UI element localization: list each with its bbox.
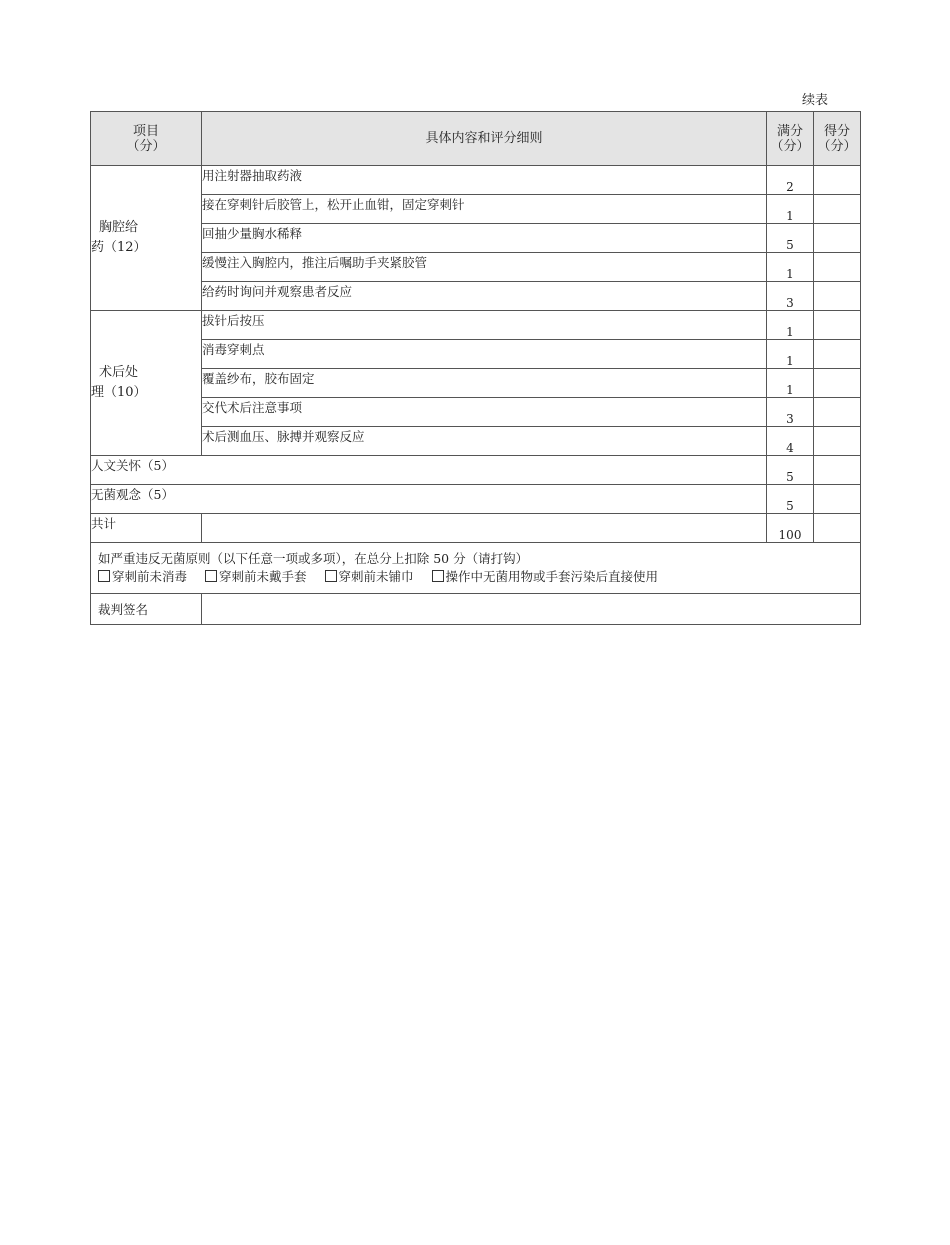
full-score-cell: 4	[767, 427, 814, 456]
checkbox[interactable]	[205, 570, 217, 582]
full-score-cell: 1	[767, 369, 814, 398]
total-label: 共计	[91, 514, 202, 543]
table-row	[91, 195, 861, 224]
category-label-line1: 术后处	[99, 365, 139, 380]
header-item-unit: （分）	[126, 138, 166, 154]
option-label: 穿刺前未铺巾	[338, 569, 414, 584]
header-full-label: 满分	[776, 123, 803, 139]
violation-option-no-disinfection[interactable]	[98, 569, 187, 584]
full-score-cell: 3	[767, 398, 814, 427]
total-full-score: 100	[767, 514, 814, 543]
table-row	[91, 340, 861, 369]
content-cell: 拔针后按压	[202, 311, 767, 340]
header-full	[767, 112, 814, 166]
aseptic-violation-cell	[91, 543, 861, 594]
option-label: 穿刺前未消毒	[112, 569, 188, 584]
score-input-cell[interactable]	[814, 195, 861, 224]
header-score	[814, 112, 861, 166]
checkbox[interactable]	[432, 570, 444, 582]
violation-option-no-drape[interactable]	[325, 569, 414, 584]
score-input-cell[interactable]	[814, 224, 861, 253]
table-row	[91, 224, 861, 253]
full-score-cell: 5	[767, 485, 814, 514]
option-label: 操作中无菌用物或手套污染后直接使用	[445, 569, 659, 584]
continued-label: 续表	[802, 93, 829, 108]
humanistic-care-label: 人文关怀（5）	[91, 456, 767, 485]
category-cell-injection	[91, 166, 202, 311]
table-row	[91, 398, 861, 427]
content-cell: 缓慢注入胸腔内，推注后嘱助手夹紧胶管	[202, 253, 767, 282]
content-cell: 给药时询问并观察患者反应	[202, 282, 767, 311]
total-content-cell	[202, 514, 767, 543]
category-label-line1: 胸腔给	[99, 220, 139, 235]
table-row	[91, 485, 861, 514]
table-row	[91, 456, 861, 485]
full-score-cell: 5	[767, 456, 814, 485]
content-cell: 用注射器抽取药液	[202, 166, 767, 195]
table-row	[91, 311, 861, 340]
aseptic-concept-label: 无菌观念（5）	[91, 485, 767, 514]
full-score-cell: 1	[767, 311, 814, 340]
full-score-cell: 1	[767, 340, 814, 369]
content-cell: 覆盖纱布，胶布固定	[202, 369, 767, 398]
header-content: 具体内容和评分细则	[202, 112, 767, 166]
content-cell: 术后测血压、脉搏并观察反应	[202, 427, 767, 456]
score-input-cell[interactable]	[814, 253, 861, 282]
score-input-cell[interactable]	[814, 166, 861, 195]
content-cell: 回抽少量胸水稀释	[202, 224, 767, 253]
table-row	[91, 253, 861, 282]
header-score-label: 得分	[823, 123, 850, 139]
score-input-cell[interactable]	[814, 369, 861, 398]
checkbox[interactable]	[325, 570, 337, 582]
content-cell: 消毒穿刺点	[202, 340, 767, 369]
violation-option-contamination[interactable]	[432, 569, 659, 584]
aseptic-violation-row	[91, 543, 861, 594]
table-row	[91, 369, 861, 398]
violation-option-no-gloves[interactable]	[205, 569, 307, 584]
option-label: 穿刺前未戴手套	[219, 569, 307, 584]
score-input-cell[interactable]	[814, 427, 861, 456]
score-input-cell[interactable]	[814, 282, 861, 311]
total-score-input-cell[interactable]	[814, 514, 861, 543]
full-score-cell: 1	[767, 253, 814, 282]
total-row	[91, 514, 861, 543]
full-score-cell: 3	[767, 282, 814, 311]
signature-field[interactable]	[202, 594, 861, 625]
score-input-cell[interactable]	[814, 311, 861, 340]
category-label-line2: 药（12）	[91, 240, 147, 255]
score-input-cell[interactable]	[814, 485, 861, 514]
category-label-line2: 理（10）	[91, 385, 147, 400]
table-row	[91, 282, 861, 311]
content-cell: 接在穿刺针后胶管上，松开止血钳，固定穿刺针	[202, 195, 767, 224]
header-full-unit: （分）	[770, 138, 810, 154]
violation-rule-text: 如严重违反无菌原则（以下任意一项或多项），在总分上扣除 50 分（请打钩）	[98, 551, 529, 566]
score-input-cell[interactable]	[814, 456, 861, 485]
signature-row	[91, 594, 861, 625]
category-cell-post-op	[91, 311, 202, 456]
signature-label: 裁判签名	[91, 594, 202, 625]
checkbox[interactable]	[98, 570, 110, 582]
header-score-unit: （分）	[817, 138, 857, 154]
score-input-cell[interactable]	[814, 340, 861, 369]
scoring-table	[90, 111, 861, 625]
table-header-row	[91, 112, 861, 166]
header-item	[91, 112, 202, 166]
header-item-label: 项目	[132, 123, 159, 139]
content-cell: 交代术后注意事项	[202, 398, 767, 427]
violation-options	[98, 568, 860, 586]
table-row	[91, 166, 861, 195]
score-input-cell[interactable]	[814, 398, 861, 427]
full-score-cell: 1	[767, 195, 814, 224]
table-row	[91, 427, 861, 456]
full-score-cell: 5	[767, 224, 814, 253]
full-score-cell: 2	[767, 166, 814, 195]
